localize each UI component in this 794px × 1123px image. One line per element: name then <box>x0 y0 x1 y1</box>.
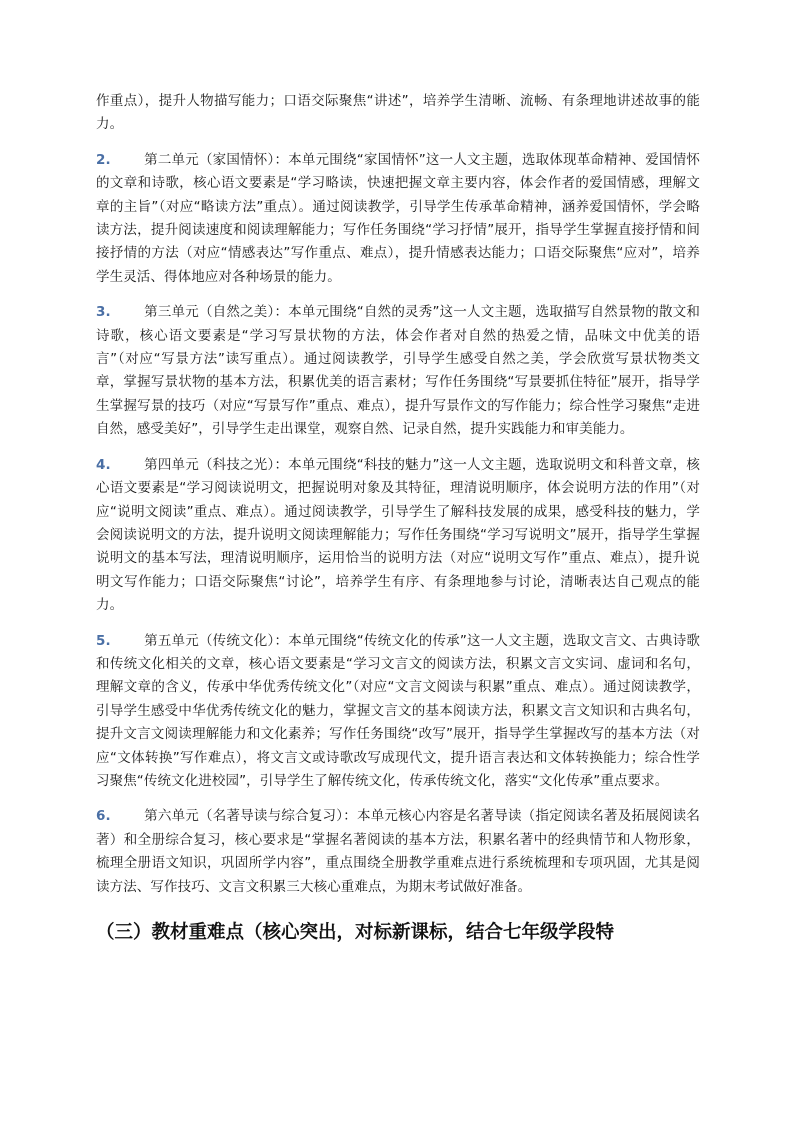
unit-text: 第四单元（科技之光）：本单元围绕“科技的魅力”这一人文主题，选取说明文和科普文章，核心语文要素是“学习阅读说明文，把握说明对象及其特征，理清说明顺序，体会说明方法的作用”（对应“说明文阅读”重点、难点）。通过阅读教学，引导学生了解科技发展的成果，感受科技的魅力，学会阅读说明文的方法，提升说明文阅读理解能力；写作任务围绕“学习写说明文”展开，指导学生掌握说明文的基本写法，理清说明顺序，运用恰当的说明方法（对应“说明文写作”重点、难点），提升说明文写作能力；口语交际聚焦“讨论”，培养学生有序、有条理地参与讨论，清晰表达自己观点的能力。 <box>96 456 700 614</box>
list-number: 6. <box>96 808 111 825</box>
list-number: 5. <box>96 632 111 649</box>
unit-text: 第二单元（家国情怀）：本单元围绕“家国情怀”这一人文主题，选取体现革命精神、爱国情怀的文章和诗歌，核心语文要素是“学习略读，快速把握文章主要内容，体会作者的爱国情感，理解文章的主旨”（对应“略读方法”重点）。通过阅读教学，引导学生传承革命精神，涵养爱国情怀，学会略读方法，提升阅读速度和阅读理解能力；写作任务围绕“学习抒情”展开，指导学生掌握直接抒情和间接抒情的方法（对应“情感表达”写作重点、难点），提升情感表达能力；口语交际聚焦“应对”，培养学生灵活、得体地应对各种场景的能力。 <box>96 151 700 285</box>
unit-paragraph-3 <box>96 301 700 441</box>
unit-paragraph-2 <box>96 149 700 289</box>
unit-text: 第六单元（名著导读与综合复习）：本单元核心内容是名著导读（指定阅读名著及拓展阅读名著）和全册综合复习，核心要求是“掌握名著阅读的基本方法，积累名著中的经典情节和人物形象，梳理全册语文知识，巩固所学内容”，重点围绕全册教学重难点进行系统梳理和专项巩固，尤其是阅读方法、写作技巧、文言文积累三大核心重难点，为期末考试做好准备。 <box>96 808 700 895</box>
section-heading: （三）教材重难点（核心突出，对标新课标，结合七年级学段特 <box>96 922 615 943</box>
unit-paragraph-6 <box>96 805 700 899</box>
unit-paragraph-5 <box>96 630 700 794</box>
list-number: 4. <box>96 456 111 473</box>
unit-text: 第三单元（自然之美）：本单元围绕“自然的灵秀”这一人文主题，选取描写自然景物的散文和诗歌，核心语文要素是“学习写景状物的方法，体会作者对自然的热爱之情，品味文中优美的语言”（对应“写景方法”读写重点）。通过阅读教学，引导学生感受自然之美，学会欣赏写景状物类文章，掌握写景状物的基本方法，积累优美的语言素材；写作任务围绕“写景要抓住特征”展开，指导学生掌握写景的技巧（对应“写景写作”重点、难点），提升写景作文的写作能力；综合性学习聚焦“走进自然，感受美好”，引导学生走出课堂，观察自然、记录自然，提升实践能力和审美能力。 <box>96 304 700 438</box>
document-page <box>96 90 700 947</box>
unit-paragraph-4 <box>96 454 700 618</box>
unit-text: 第五单元（传统文化）：本单元围绕“传统文化的传承”这一人文主题，选取文言文、古典诗歌和传统文化相关的文章，核心语文要素是“学习文言文的阅读方法，积累文言文实词、虚词和名句，理解文章的含义，传承中华优秀传统文化”（对应“文言文阅读与积累”重点、难点）。通过阅读教学，引导学生感受中华优秀传统文化的魅力，掌握文言文的基本阅读方法，积累文言文知识和古典名句，提升文言文阅读理解能力和文化素养；写作任务围绕“改写”展开，指导学生掌握改写的基本方法（对应“文体转换”写作难点），将文言文或诗歌改写成现代文，提升语言表达和文体转换能力；综合性学习聚焦“传统文化进校园”，引导学生了解传统文化，传承传统文化，落实“文化传承”重点要求。 <box>96 632 700 789</box>
list-number: 2. <box>96 151 111 168</box>
list-number: 3. <box>96 304 111 321</box>
intro-paragraph: 作重点），提升人物描写能力；口语交际聚焦“讲述”，培养学生清晰、流畅、有条理地讲述故事的能力。 <box>96 93 700 133</box>
